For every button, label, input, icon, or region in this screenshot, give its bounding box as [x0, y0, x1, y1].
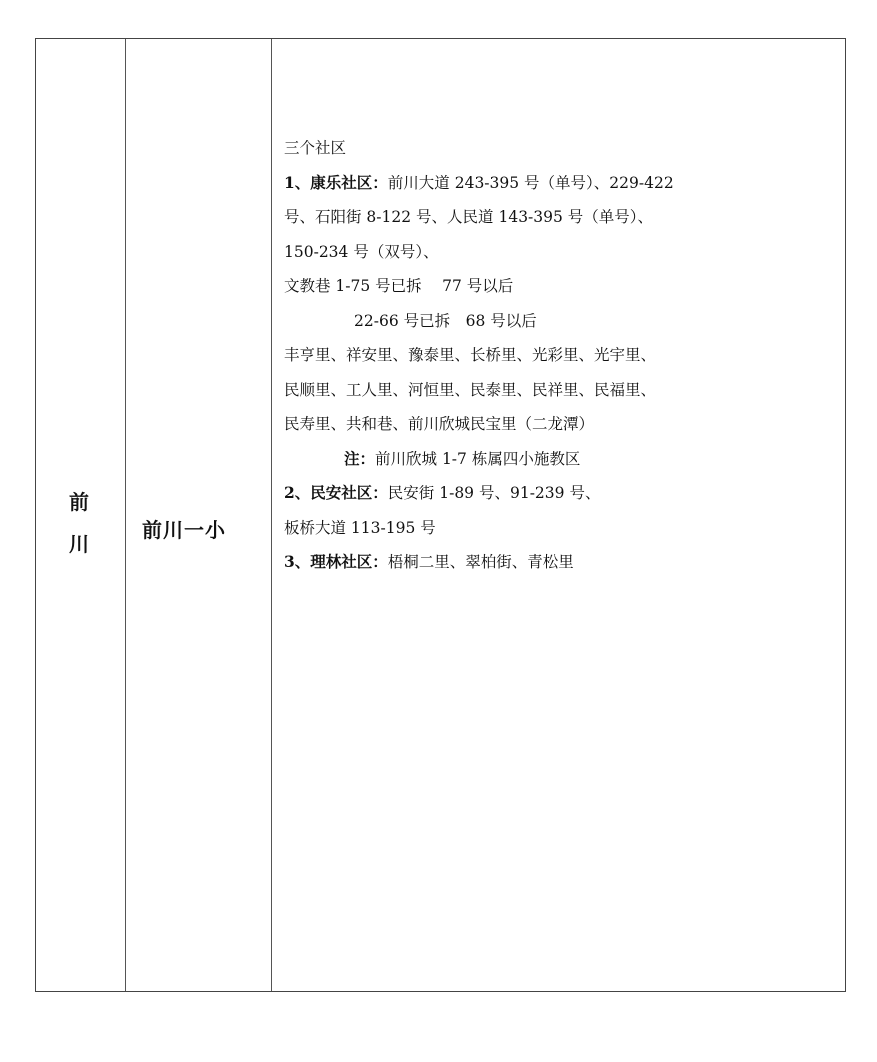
area-text: 前川大道 243-395 号（单号）、229-422	[387, 173, 674, 192]
area-line	[284, 407, 844, 442]
area-text: 梧桐二里、翠柏街、青松里	[387, 553, 574, 571]
column-divider	[125, 39, 126, 991]
district-char: 川	[69, 532, 89, 556]
area-line	[284, 476, 844, 511]
column-divider	[271, 39, 272, 991]
area-text: 22-66 号已拆 68 号以后	[354, 311, 537, 330]
area-line	[284, 511, 844, 546]
area-line	[284, 235, 844, 270]
area-text: 丰亨里、祥安里、豫泰里、长桥里、光彩里、光宇里、	[284, 346, 657, 364]
area-line	[284, 166, 844, 201]
area-line	[284, 545, 844, 580]
area-heading: 1、康乐社区：	[284, 172, 388, 192]
area-line	[284, 338, 844, 373]
area-text: 民顺里、工人里、河恒里、民泰里、民祥里、民福里、	[284, 380, 657, 399]
district-char: 前	[69, 490, 89, 514]
area-text: 前川欣城 1-7 栋属四小施教区	[375, 449, 581, 468]
zoning-table	[35, 38, 846, 992]
area-heading: 3、理林社区：	[284, 552, 388, 571]
area-text: 号、石阳街 8-122 号、人民道 143-395 号（单号）、	[284, 208, 654, 226]
area-text: 民安街 1-89 号、91-239 号、	[387, 484, 601, 502]
district-cell	[69, 481, 89, 565]
area-heading: 注：	[344, 448, 376, 468]
area-line	[284, 373, 844, 408]
school-name: 前川一小	[142, 518, 226, 542]
area-heading: 2、民安社区：	[284, 483, 388, 502]
area-line	[284, 269, 844, 304]
area-text: 板桥大道 113-195 号	[284, 518, 436, 537]
area-line	[284, 200, 844, 235]
area-text: 三个社区	[284, 139, 347, 157]
area-text: 民寿里、共和巷、前川欣城民宝里（二龙潭）	[284, 415, 595, 433]
catchment-area-text	[284, 131, 844, 580]
area-text: 文教巷 1-75 号已拆 77 号以后	[284, 277, 514, 295]
area-line	[284, 304, 844, 339]
area-text: 150-234 号（双号）、	[284, 242, 439, 261]
area-line	[284, 442, 844, 477]
area-line	[284, 131, 844, 166]
